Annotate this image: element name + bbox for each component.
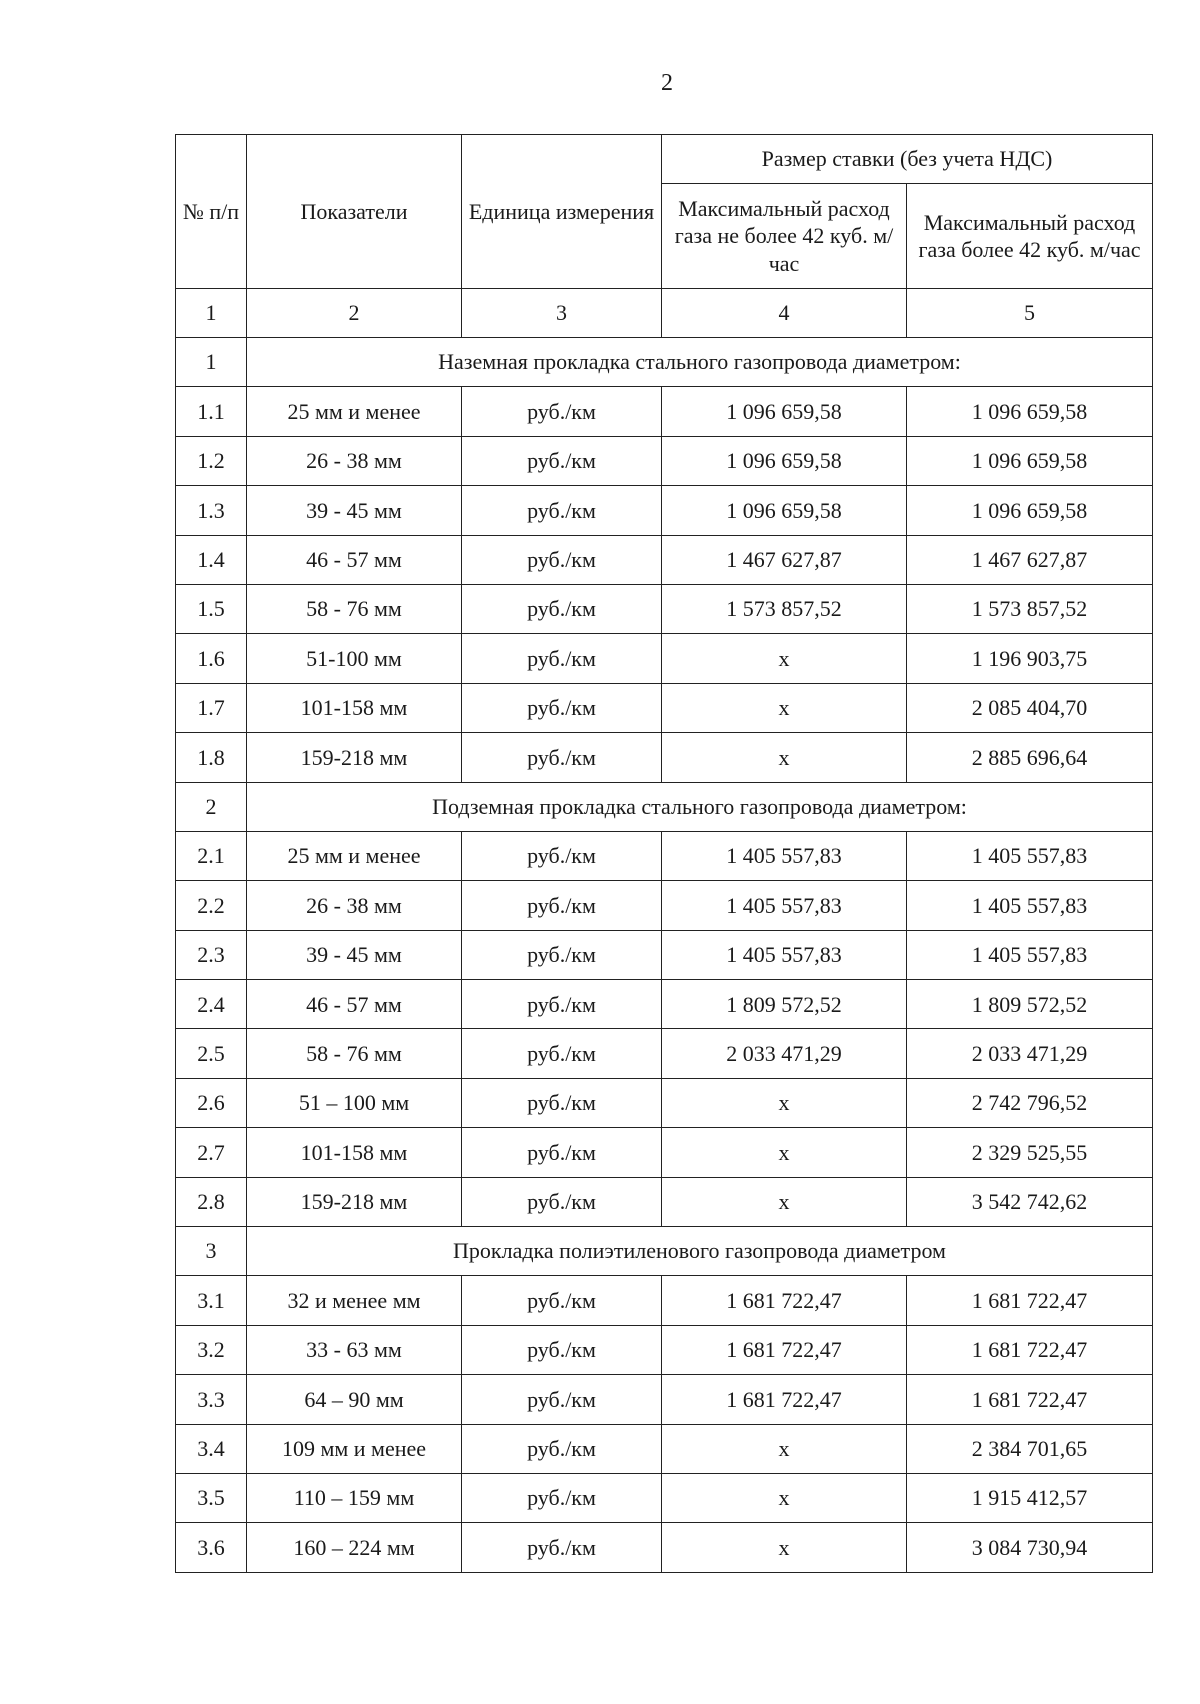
section-title: Наземная прокладка стального газопровода диаметром: — [247, 338, 1153, 387]
row-unit: руб./км — [462, 1177, 662, 1226]
table-row — [176, 436, 1153, 485]
table-row — [176, 733, 1153, 782]
row-unit: руб./км — [462, 1473, 662, 1522]
section-title: Прокладка полиэтиленового газопровода диаметром — [247, 1227, 1153, 1276]
section-title: Подземная прокладка стального газопровода диаметром: — [247, 782, 1153, 831]
table-row — [176, 1029, 1153, 1078]
table-row — [176, 1078, 1153, 1127]
row-rate-over-42: 2 033 471,29 — [907, 1029, 1153, 1078]
row-rate-over-42: 1 196 903,75 — [907, 634, 1153, 683]
row-rate-up-to-42: х — [662, 733, 907, 782]
row-unit: руб./км — [462, 980, 662, 1029]
table-row — [176, 387, 1153, 436]
table-row — [176, 584, 1153, 633]
column-number: 2 — [247, 289, 462, 338]
row-rate-up-to-42: 1 681 722,47 — [662, 1375, 907, 1424]
row-number: 1.4 — [176, 535, 247, 584]
row-indicator: 64 – 90 мм — [247, 1375, 462, 1424]
row-number: 1.1 — [176, 387, 247, 436]
header-rate-group: Размер ставки (без учета НДС) — [662, 135, 1153, 184]
row-unit: руб./км — [462, 1029, 662, 1078]
row-indicator: 110 – 159 мм — [247, 1473, 462, 1522]
row-rate-over-42: 2 329 525,55 — [907, 1128, 1153, 1177]
row-rate-up-to-42: х — [662, 1523, 907, 1572]
row-unit: руб./км — [462, 831, 662, 880]
row-rate-over-42: 1 809 572,52 — [907, 980, 1153, 1029]
row-unit: руб./км — [462, 436, 662, 485]
row-number: 1.2 — [176, 436, 247, 485]
row-rate-up-to-42: 1 405 557,83 — [662, 881, 907, 930]
page-number: 2 — [661, 70, 673, 96]
row-unit: руб./км — [462, 584, 662, 633]
rates-table — [175, 134, 1153, 1573]
row-indicator: 109 мм и менее — [247, 1424, 462, 1473]
row-number: 3.4 — [176, 1424, 247, 1473]
row-rate-up-to-42: х — [662, 1424, 907, 1473]
row-number: 3.6 — [176, 1523, 247, 1572]
table-row — [176, 1325, 1153, 1374]
column-number: 5 — [907, 289, 1153, 338]
row-number: 2.2 — [176, 881, 247, 930]
row-number: 2.5 — [176, 1029, 247, 1078]
row-rate-up-to-42: 1 405 557,83 — [662, 930, 907, 979]
row-unit: руб./км — [462, 1276, 662, 1325]
header-col5: Максимальный расход газа более 42 куб. м/час — [907, 184, 1153, 289]
row-number: 1.7 — [176, 683, 247, 732]
section-row — [176, 338, 1153, 387]
row-rate-up-to-42: х — [662, 683, 907, 732]
table-row — [176, 881, 1153, 930]
row-indicator: 39 - 45 мм — [247, 930, 462, 979]
row-unit: руб./км — [462, 930, 662, 979]
row-indicator: 25 мм и менее — [247, 831, 462, 880]
row-number: 2.3 — [176, 930, 247, 979]
row-number: 3.3 — [176, 1375, 247, 1424]
row-rate-up-to-42: 1 467 627,87 — [662, 535, 907, 584]
row-rate-up-to-42: 1 573 857,52 — [662, 584, 907, 633]
row-unit: руб./км — [462, 881, 662, 930]
row-unit: руб./км — [462, 634, 662, 683]
table-row — [176, 1523, 1153, 1572]
row-rate-over-42: 1 681 722,47 — [907, 1276, 1153, 1325]
row-indicator: 159-218 мм — [247, 733, 462, 782]
header-indicators: Показатели — [247, 135, 462, 289]
column-number: 1 — [176, 289, 247, 338]
table-row — [176, 1128, 1153, 1177]
row-indicator: 159-218 мм — [247, 1177, 462, 1226]
row-indicator: 51 – 100 мм — [247, 1078, 462, 1127]
row-number: 1.8 — [176, 733, 247, 782]
row-rate-over-42: 1 681 722,47 — [907, 1375, 1153, 1424]
row-number: 2.6 — [176, 1078, 247, 1127]
header-col4: Максимальный расход газа не более 42 куб. м/час — [662, 184, 907, 289]
row-rate-over-42: 1 573 857,52 — [907, 584, 1153, 633]
table-row — [176, 1424, 1153, 1473]
row-unit: руб./км — [462, 733, 662, 782]
row-rate-up-to-42: 1 681 722,47 — [662, 1325, 907, 1374]
column-number: 3 — [462, 289, 662, 338]
table-body — [176, 338, 1153, 1573]
row-indicator: 26 - 38 мм — [247, 881, 462, 930]
row-indicator: 160 – 224 мм — [247, 1523, 462, 1572]
row-indicator: 101-158 мм — [247, 683, 462, 732]
row-rate-up-to-42: 1 809 572,52 — [662, 980, 907, 1029]
row-rate-over-42: 3 542 742,62 — [907, 1177, 1153, 1226]
row-indicator: 101-158 мм — [247, 1128, 462, 1177]
row-rate-over-42: 2 085 404,70 — [907, 683, 1153, 732]
row-unit: руб./км — [462, 486, 662, 535]
row-rate-over-42: 1 096 659,58 — [907, 387, 1153, 436]
row-rate-over-42: 1 096 659,58 — [907, 436, 1153, 485]
row-number: 2.4 — [176, 980, 247, 1029]
table-row — [176, 980, 1153, 1029]
section-row — [176, 782, 1153, 831]
row-indicator: 25 мм и менее — [247, 387, 462, 436]
header-num: № п/п — [176, 135, 247, 289]
row-number: 2.8 — [176, 1177, 247, 1226]
row-rate-over-42: 1 405 557,83 — [907, 930, 1153, 979]
row-indicator: 46 - 57 мм — [247, 980, 462, 1029]
row-number: 1.3 — [176, 486, 247, 535]
row-rate-over-42: 1 915 412,57 — [907, 1473, 1153, 1522]
table-row — [176, 535, 1153, 584]
column-numbers-row — [176, 289, 1153, 338]
row-rate-up-to-42: 1 405 557,83 — [662, 831, 907, 880]
row-number: 1.6 — [176, 634, 247, 683]
row-unit: руб./км — [462, 683, 662, 732]
row-unit: руб./км — [462, 387, 662, 436]
table-row — [176, 634, 1153, 683]
row-unit: руб./км — [462, 1424, 662, 1473]
row-number: 2.1 — [176, 831, 247, 880]
row-rate-up-to-42: 2 033 471,29 — [662, 1029, 907, 1078]
table-row — [176, 831, 1153, 880]
row-rate-over-42: 1 405 557,83 — [907, 881, 1153, 930]
row-indicator: 46 - 57 мм — [247, 535, 462, 584]
row-rate-up-to-42: 1 096 659,58 — [662, 387, 907, 436]
row-unit: руб./км — [462, 1523, 662, 1572]
row-indicator: 33 - 63 мм — [247, 1325, 462, 1374]
row-indicator: 51-100 мм — [247, 634, 462, 683]
row-rate-up-to-42: х — [662, 1128, 907, 1177]
row-number: 3.2 — [176, 1325, 247, 1374]
row-rate-over-42: 2 885 696,64 — [907, 733, 1153, 782]
section-number: 3 — [176, 1227, 247, 1276]
row-unit: руб./км — [462, 1128, 662, 1177]
header-unit: Единица измерения — [462, 135, 662, 289]
section-row — [176, 1227, 1153, 1276]
table-row — [176, 1473, 1153, 1522]
row-rate-up-to-42: х — [662, 1177, 907, 1226]
row-unit: руб./км — [462, 1375, 662, 1424]
row-rate-over-42: 2 384 701,65 — [907, 1424, 1153, 1473]
row-number: 3.1 — [176, 1276, 247, 1325]
row-rate-over-42: 1 467 627,87 — [907, 535, 1153, 584]
section-number: 1 — [176, 338, 247, 387]
row-number: 3.5 — [176, 1473, 247, 1522]
row-unit: руб./км — [462, 1325, 662, 1374]
row-rate-up-to-42: 1 096 659,58 — [662, 436, 907, 485]
row-indicator: 58 - 76 мм — [247, 584, 462, 633]
column-number: 4 — [662, 289, 907, 338]
table-row — [176, 1375, 1153, 1424]
row-indicator: 39 - 45 мм — [247, 486, 462, 535]
row-rate-up-to-42: 1 681 722,47 — [662, 1276, 907, 1325]
row-rate-over-42: 2 742 796,52 — [907, 1078, 1153, 1127]
row-number: 1.5 — [176, 584, 247, 633]
table-row — [176, 486, 1153, 535]
row-rate-over-42: 1 096 659,58 — [907, 486, 1153, 535]
row-unit: руб./км — [462, 1078, 662, 1127]
row-rate-up-to-42: х — [662, 1473, 907, 1522]
table-row — [176, 1177, 1153, 1226]
row-rate-over-42: 1 405 557,83 — [907, 831, 1153, 880]
row-number: 2.7 — [176, 1128, 247, 1177]
section-number: 2 — [176, 782, 247, 831]
row-rate-up-to-42: 1 096 659,58 — [662, 486, 907, 535]
row-rate-over-42: 1 681 722,47 — [907, 1325, 1153, 1374]
table-row — [176, 683, 1153, 732]
row-rate-up-to-42: х — [662, 634, 907, 683]
table-row — [176, 930, 1153, 979]
row-indicator: 26 - 38 мм — [247, 436, 462, 485]
row-indicator: 32 и менее мм — [247, 1276, 462, 1325]
row-indicator: 58 - 76 мм — [247, 1029, 462, 1078]
row-unit: руб./км — [462, 535, 662, 584]
row-rate-up-to-42: х — [662, 1078, 907, 1127]
row-rate-over-42: 3 084 730,94 — [907, 1523, 1153, 1572]
table-row — [176, 1276, 1153, 1325]
